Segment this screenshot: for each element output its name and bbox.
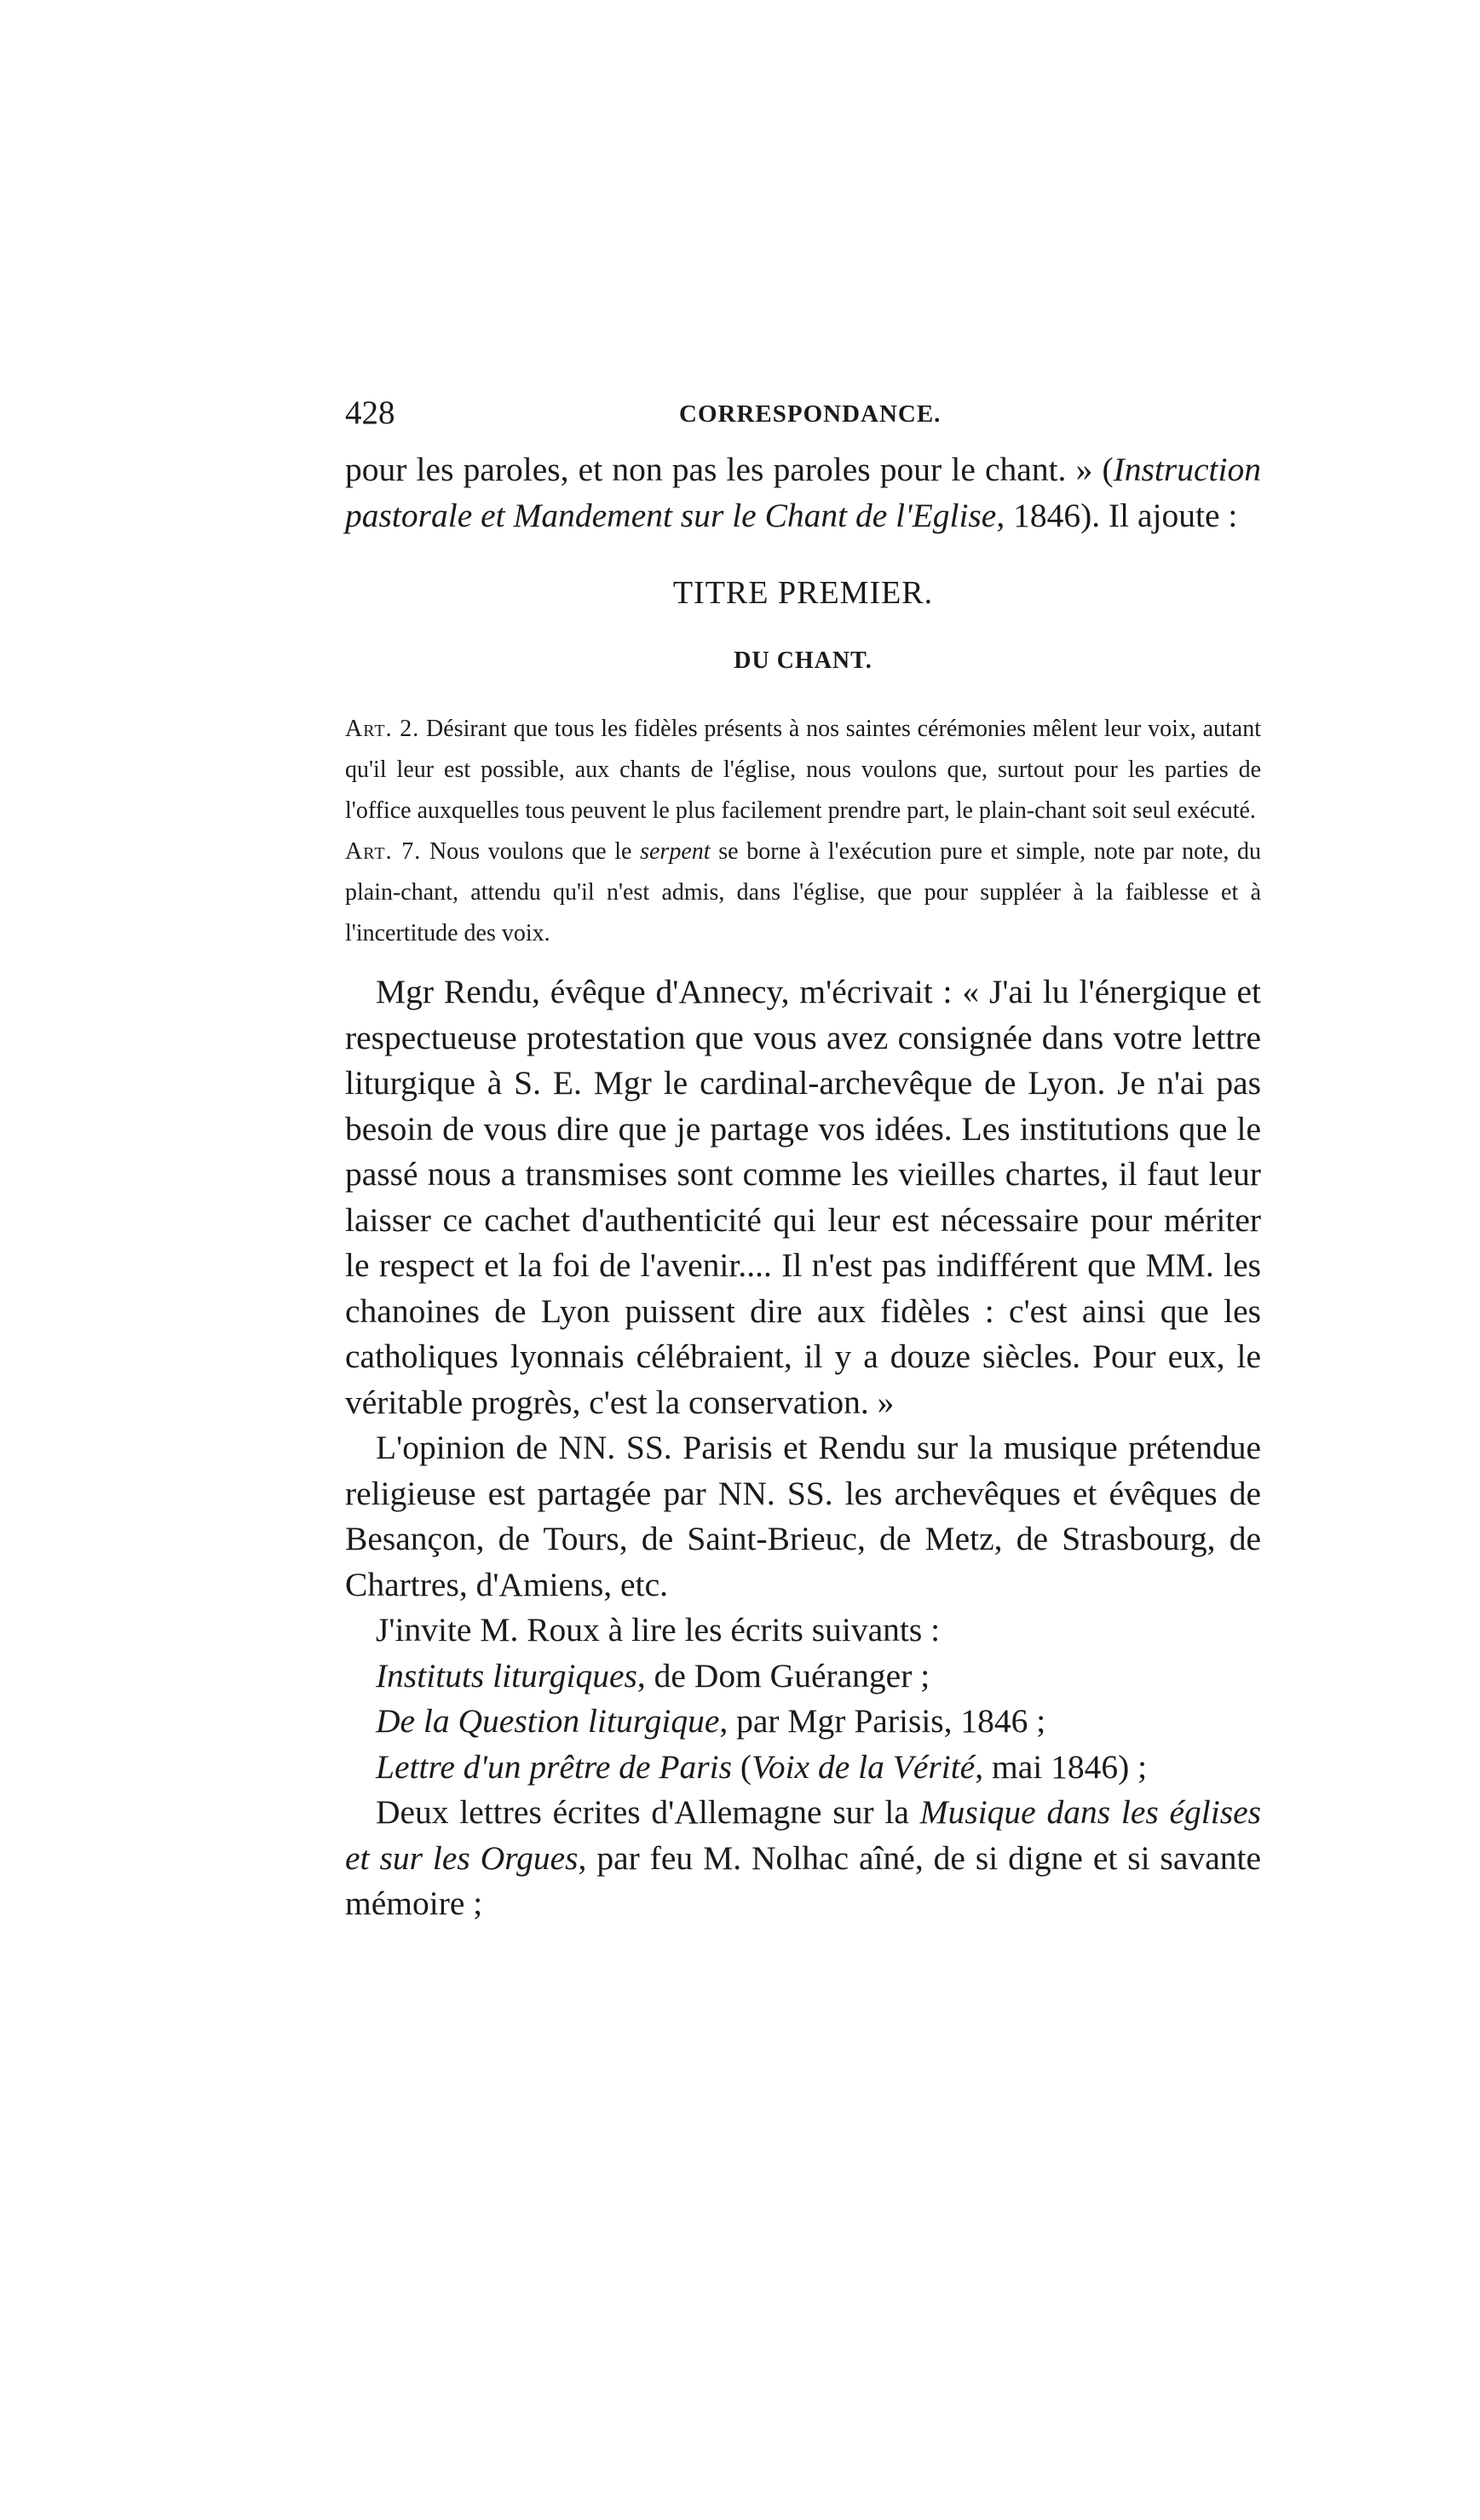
list-item: Lettre d'un prêtre de Paris (Voix de la Vérité, mai 1846) ; [376,1747,1148,1786]
page-header [345,394,1274,436]
paragraph-invite: J'invite M. Roux à lire les écrits suivants : [376,1611,941,1648]
list-item: Instituts liturgiques, de Dom Guéranger ; [376,1656,930,1694]
paragraph-rendu: Mgr Rendu, évêque d'Annecy, m'écrivait : « J'ai lu l'énergique et respectueuse protestation que vous avez consignée dans votre lettre liturgique à S. E. Mgr le cardinal-archevêque de Lyon. Je n'ai pas besoin de vous dire que je partage vos idées. Les institutions que le passé nous a transmises sont comme les vieilles chartes, il faut leur laisser ce cachet d'authenticité qui leur est nécessaire pour mériter le respect et la foi de l'avenir.... Il n'est pas indifférent que MM. les chanoines de Lyon puissent dire aux fidèles : c'est ainsi que les catholiques lyonnais célébraient, il y a douze siècles. Pour eux, le véritable progrès, c'est la conservation. » [345,973,1261,1421]
running-title: CORRESPONDANCE. [679,400,942,428]
list-item: Deux lettres écrites d'Allemagne sur la Musique dans les églises et sur les Orgues, par feu M. Nolhac aîné, de si digne et si savante mémoire ; [345,1793,1261,1922]
heading-du-chant: DU CHANT. [734,647,872,674]
article-7: Art. 7. Nous voulons que le serpent se borne à l'exécution pure et simple, note par note, du plain-chant, attendu qu'il n'est admis, dans l'église, que pour suppléer à la faiblesse et à l'incertitude des voix. [345,838,1261,946]
paragraph-opinion: L'opinion de NN. SS. Parisis et Rendu sur la musique prétendue religieuse est partagée par NN. SS. les archevêques et évêques de Besançon, de Tours, de Saint-Brieuc, de Metz, de Strasbourg, de Chartres, d'Amiens, etc. [345,1429,1261,1603]
page-number: 428 [345,394,395,431]
article-2: Art. 2. Désirant que tous les fidèles présents à nos saintes cérémonies mêlent leur voix, autant qu'il leur est possible, aux chants de l'église, nous voulons que, surtout pour les parties de l'office auxquelles tous peuvent le plus facilement prendre part, le plain-chant soit seul exécuté. [345,716,1261,824]
list-item: De la Question liturgique, par Mgr Parisis, 1846 ; [376,1702,1046,1740]
paragraph-quote-end: pour les paroles, et non pas les paroles pour le chant. » (Instruction pastorale et Mandement sur le Chant de l'Eglise, 1846). Il ajoute : [345,451,1261,534]
heading-titre-premier: TITRE PREMIER. [672,575,934,611]
page-body [345,447,1261,1927]
